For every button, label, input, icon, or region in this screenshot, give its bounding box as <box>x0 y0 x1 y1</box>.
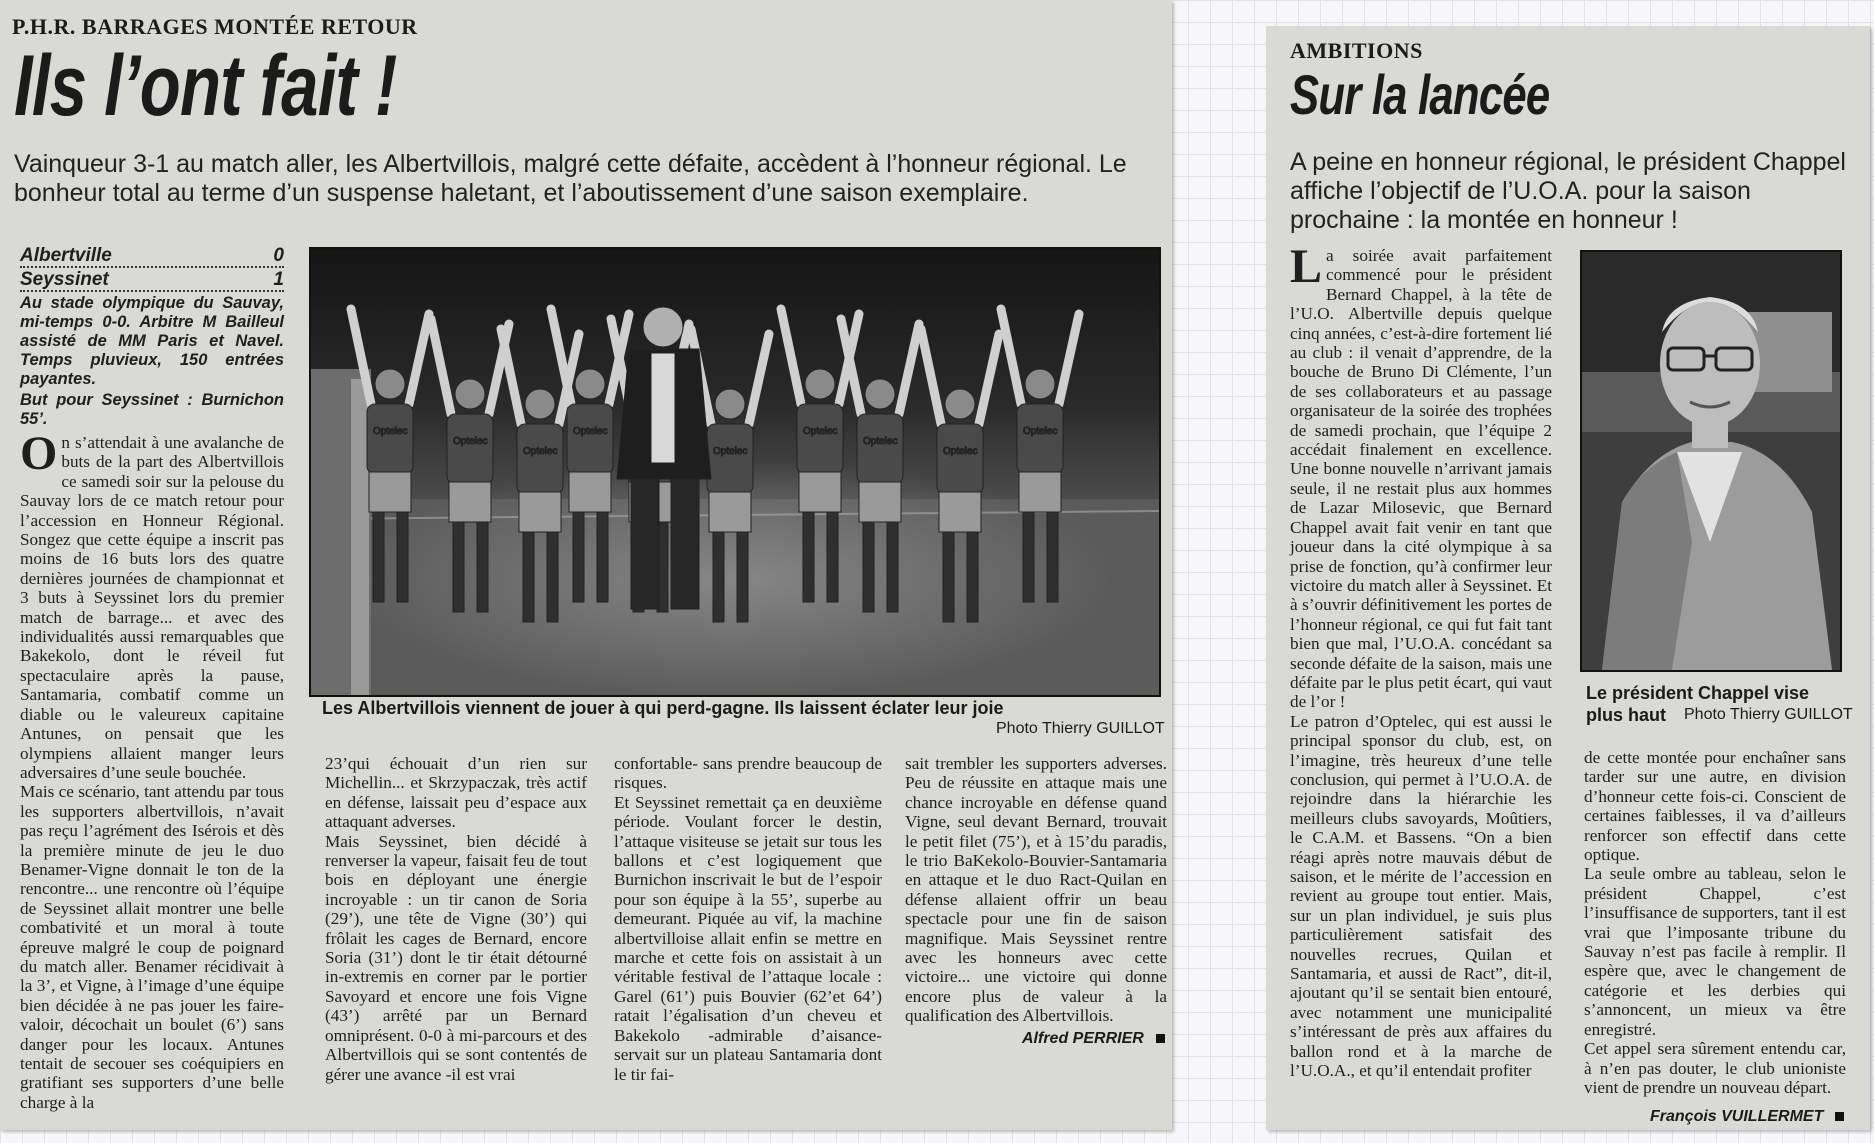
right-column-1 <box>1290 240 1552 1081</box>
left-column-2 <box>325 754 587 1084</box>
main-photo-caption: Les Albertvillois viennent de jouer à qui perd-gagne. Ils laissent éclater leur joie <box>322 698 1004 718</box>
jersey-sponsor-text: Optelec <box>373 426 408 437</box>
body-paragraph: Mais ce scénario, tant attendu par tous les supporters albertvillois, n’avait pas reçu l’agrément des Isérois et dès la première minute de jeu le duo Benamer-Vigne donnait le ton de la rencontre... une rencontre où l’équipe de Seyssinet allait montrer une belle combativité et un moral à toute épreuve malgré le coup de poignard du match aller. Benamer récidivait à la 3’, et Vigne, à l’image d’une équipe bien décidée à ne pas jouer les faire-valoir, décochait un boulet (6’) sans danger pour les locaux. Antunes tentait de secouer ses coéquipiers en gratifiant ses supporters d’une belle charge à la <box>20 782 284 1112</box>
body-paragraph: On s’attendait à une avalanche de buts de la part des Albertvillois ce samedi soir sur la pelouse du Sauvay lors de ce match retour pour l’accession en Honneur Régional. Songez que cette équipe a inscrit pas moins de 16 buts lors des quatre dernières journées de championnat et 3 buts à Seyssinet lors du premier match de barrage... et avec des individualités aussi remarquables que Bakekolo, dont le réveil fut spectaculaire après la pause, Santamaria, combatif comme un diable ou le valeureux capitaine Antunes, on pensait que les olympiens allaient manger leurs adversaires d’une seule bouchée. <box>20 427 284 782</box>
body-paragraph: de cette montée pour enchaîner sans tarder sur une autre, en division d’honneur cette fois-ci. Conscient de certaines faiblesses, il va d’ailleurs renforcer son effectif dans cette optique. <box>1584 748 1846 865</box>
president-portrait-photo <box>1580 250 1842 672</box>
jersey-sponsor-text: Optelec <box>1023 426 1058 437</box>
right-article-clipping <box>1266 26 1870 1130</box>
left-author-byline: Alfred PERRIER <box>1022 1030 1165 1048</box>
left-kicker: P.H.R. BARRAGES MONTÉE RETOUR <box>12 14 418 39</box>
end-mark-icon <box>1156 1034 1165 1043</box>
jersey-sponsor-text: Optelec <box>803 426 838 437</box>
match-scorers: But pour Seyssinet : Burnichon 55’. <box>20 391 284 428</box>
body-paragraph: La seule ombre au tableau, selon le président Chappel, c’est l’insuffisance de supporters, tant il est vrai que l’imposante tribune du Sauvay n’est pas facile à remplir. Il espère que, avec le changement de catégorie et les derbies qui s’annoncent, un mieux va être enregistré. <box>1584 864 1846 1039</box>
right-headline: Sur la lancée <box>1290 63 1550 126</box>
body-paragraph: confortable- sans prendre beaucoup de risques. <box>614 754 882 793</box>
jersey-sponsor-text: Optelec <box>713 446 748 457</box>
end-mark-icon <box>1835 1112 1844 1121</box>
left-headline: Ils l’ont fait ! <box>14 38 397 134</box>
jersey-sponsor-text: Optelec <box>863 436 898 447</box>
body-paragraph: Mais Seyssinet, bien décidé à renverser la vapeur, faisait feu de tout bois en déployant une énergie incroyable : un tir canon de Soria (29’), une tête de Vigne (30’) qui frôlait les cages de Bernard, encore Soria (31’) dont le tir était détourné in-extremis en corner par le portier Savoyard et encore une fois Vigne (43’) arrêté par un Bernard omniprésent. 0-0 à mi-parcours et des Albertvillois qui se sont contentés de gérer une avance -il est vrai <box>325 831 587 1084</box>
portrait-credit: Photo Thierry GUILLOT <box>1684 706 1853 723</box>
main-photo-credit: Photo Thierry GUILLOT <box>996 720 1165 737</box>
team-name: Albertville <box>20 245 112 266</box>
body-paragraph: Le patron d’Optelec, qui est aussi le principal sponsor du club, est, on l’imagine, très heureux d’une telle conclusion, qui permet à l’U.O.A. de rejoindre dans la hiérarchie les meilleurs clubs savoyards, Moûtiers, le C.A.M. et Bassens. “On a bien réagi après notre mauvais début de saison, et le mérite de l’accession en revient au groupe tout entier. Mais, sur un plan individuel, je suis plus particulièrement satisfait des nouvelles recrues, Quilan et Santamaria, et aussi de Ract”, dit-il, ajoutant qu’il se sentait bien entouré, avec notamment une municipalité s’intéressant de près aux affaires du ballon rond et à la marche de l’U.O.A., et qu’il entendait profiter <box>1290 711 1552 1081</box>
right-lead: A peine en honneur régional, le président Chappel affiche l’objectif de l’U.O.A. pour la saison prochaine : la montée en honneur ! <box>1290 148 1846 234</box>
match-info: Au stade olympique du Sauvay, mi-temps 0-0. Arbitre M Bailleul assisté de MM Paris et Navel. Temps pluvieux, 150 entrées payantes. <box>20 294 284 388</box>
left-column-4 <box>905 754 1167 1026</box>
scoreboard-row-away <box>20 270 284 292</box>
team-score: 0 <box>273 245 284 266</box>
left-column-1 <box>20 246 284 1112</box>
body-paragraph: sait trembler les supporters adverses. Peu de réussite en attaque mais une chance incroyable en défense quand Vigne, seul devant Bernard, trouvait le petit filet (75’), et à 15’du paradis, le trio BaKekolo-Bouvier-Santamaria en attaque et le duo Ract-Quilan en défense allaient offrir un beau spectacle pour une fin de saison magnifique. Mais Seyssinet rentre avec les honneurs avec cette victoire... une victoire qui donne encore plus de valeur à la qualification des Albertvillois. <box>905 754 1167 1026</box>
photo-image <box>311 249 1159 695</box>
body-paragraph: La soirée avait parfaitement commencé pour le président Bernard Chappel, à la tête de l’U.O. Albertville depuis quelque cinq années, c’est-à-dire fortement lié au club : il venait d’apprendre, de la bouche de Bruno Di Clémente, l’un de ses collaborateurs et au passage organisateur de la soirée des trophées de samedi prochain, que l’équipe 2 accédait finalement en excellence. Une bonne nouvelle n’arrivant jamais seule, il ne restait plus aux hommes de Lazar Milosevic, que Bernard Chappel avait fait venir en tant que joueur dans la cité olympique à sa prise de fonction, qu’à confirmer leur victoire du match aller à Seyssinet. Et à s’ouvrir définitivement les portes de l’honneur régional, ce qui fut fait tant bien que mal, l’U.O.A. concédant sa seconde défaite de la saison, mais une défaite par le plus petit écart, qui vaut de l’or ! <box>1290 240 1552 712</box>
portrait-caption: Le président Chappel vise plus haut <box>1586 683 1810 725</box>
team-score: 1 <box>273 269 284 290</box>
left-lead: Vainqueur 3-1 au match aller, les Albertvillois, malgré cette défaite, accèdent à l’honneur régional. Le bonheur total au terme d’un suspense haletant, et l’aboutissement d’une saison exemplaire. <box>14 150 1127 207</box>
right-kicker: AMBITIONS <box>1290 38 1423 63</box>
jersey-sponsor-text: Optelec <box>573 426 608 437</box>
left-column-3 <box>614 754 882 1084</box>
right-column-2 <box>1584 748 1846 1097</box>
jersey-sponsor-text: Optelec <box>523 446 558 457</box>
right-author-byline: François VUILLERMET <box>1650 1108 1844 1126</box>
drop-cap: O <box>20 427 58 480</box>
team-name: Seyssinet <box>20 269 109 290</box>
portrait-image <box>1582 252 1840 670</box>
body-paragraph: Cet appel sera sûrement entendu car, à n’en pas douter, le club unioniste vient de prendre un nouveau départ. <box>1584 1039 1846 1097</box>
jersey-sponsor-text: Optelec <box>943 446 978 457</box>
jersey-sponsor-text: Optelec <box>453 436 488 447</box>
body-paragraph: 23’qui échouait d’un rien sur Michellin... et Skrzypaczak, très actif en défense, laissait peu d’espace aux attaquant adverses. <box>325 754 587 832</box>
scoreboard-row-home <box>20 246 284 268</box>
body-paragraph: Et Seyssinet remettait ça en deuxième période. Voulant forcer le destin, l’attaque visiteuse se jetait sur tous les ballons et c’est logiquement que Burnichon inscrivait le but de l’espoir pour son équipe à la 55’, superbe au demeurant. Piquée au vif, la machine albertvilloise allait enfin se mettre en marche et cette fois on assistait à un véritable festival de l’attaque locale : Garel (61’) puis Bouvier (62’et 64’) ratait l’égalisation d’un cheveu et Bakekolo -admirable d’aisance- servait sur un plateau Santamaria dont le tir fai- <box>614 792 882 1084</box>
team-celebration-photo <box>309 247 1161 697</box>
drop-cap: L <box>1290 240 1323 293</box>
